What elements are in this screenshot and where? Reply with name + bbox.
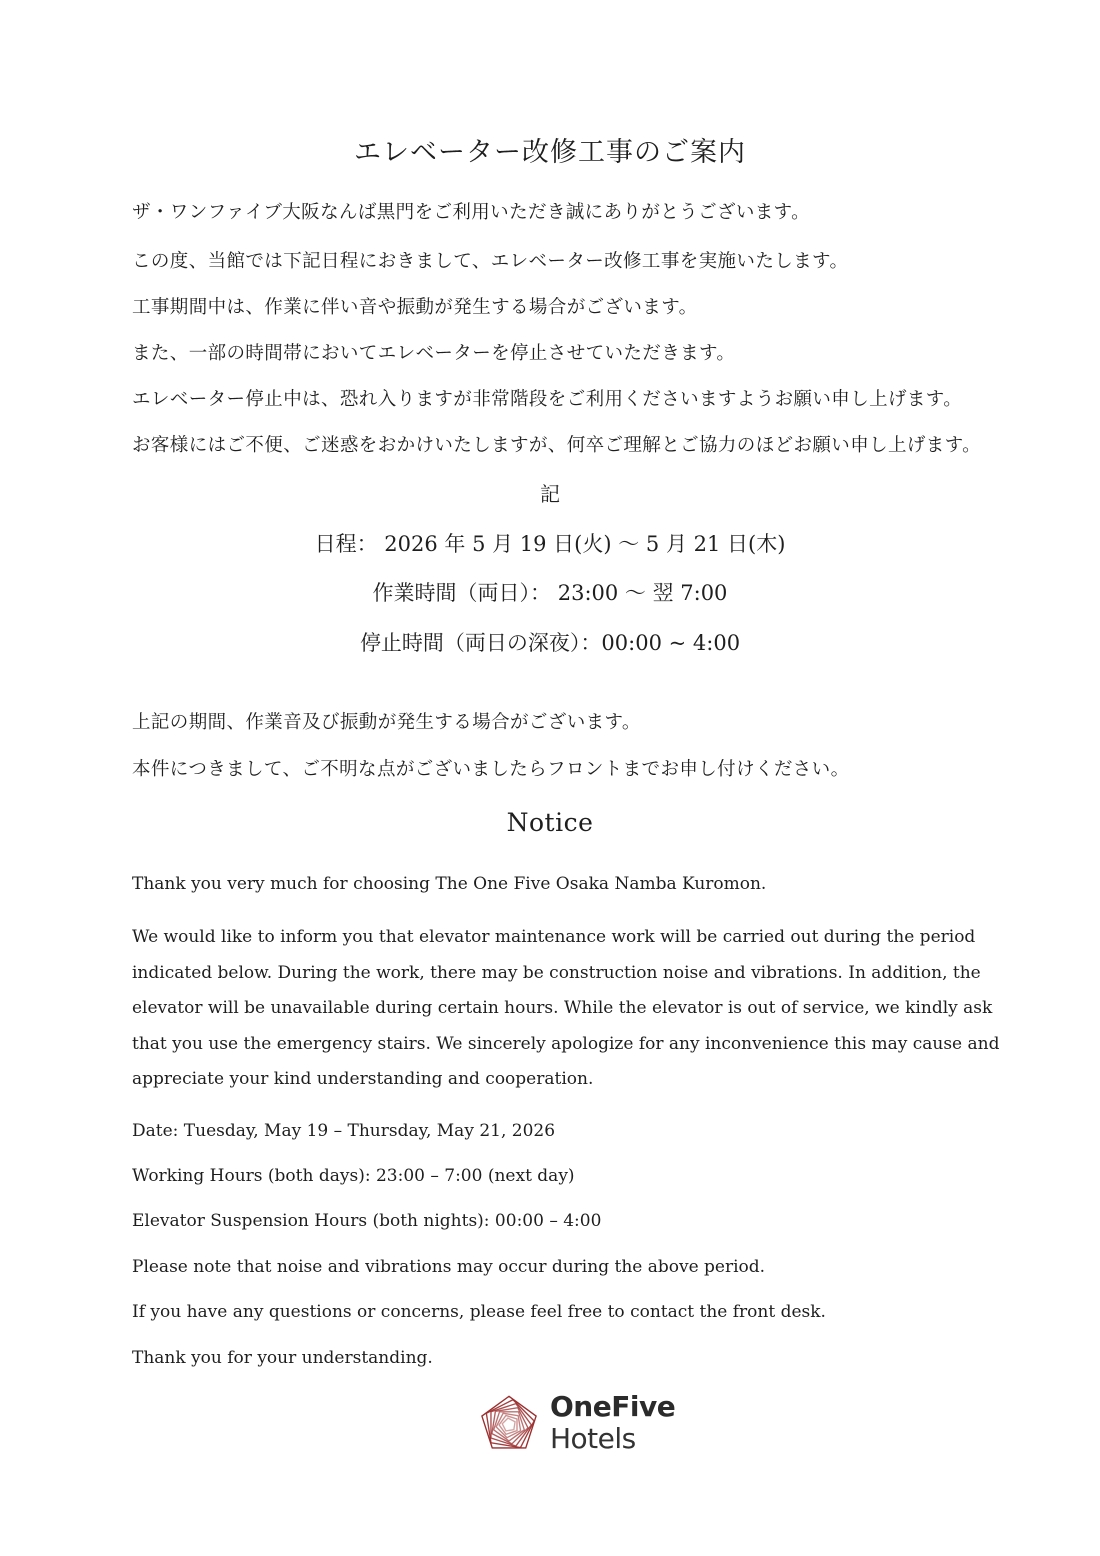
pentagon-logo-icon xyxy=(478,1392,540,1454)
en-note: Please note that noise and vibrations may occur during the above period. xyxy=(132,1257,766,1277)
jp-paragraph: ザ・ワンファイブ大阪なんば黒門をご利用いただき誠にありがとうございます。 xyxy=(132,202,810,223)
logo-wordmark-hotels: Hotels xyxy=(550,1422,636,1455)
jp-paragraph: お客様にはご不便、ご迷惑をおかけいたしますが、何卒ご理解とご協力のほどお願い申し上げます。 xyxy=(132,435,982,456)
en-date: Date: Tuesday, May 19 – Thursday, May 21, 2026 xyxy=(132,1121,556,1141)
jp-schedule-date: 日程： 2026 年 5 月 19 日(火) 〜 5 月 21 日(木) xyxy=(314,532,786,556)
jp-closing: 上記の期間、作業音及び振動が発生する場合がございます。 xyxy=(132,712,641,733)
jp-schedule-stop-hours: 停止時間（両日の深夜）：00:00 ~ 4:00 xyxy=(359,631,741,655)
jp-paragraph: 工事期間中は、作業に伴い音や振動が発生する場合がございます。 xyxy=(132,297,698,318)
en-closing: Thank you for your understanding. xyxy=(132,1348,433,1368)
ki-heading: 記 xyxy=(540,482,560,506)
en-body-paragraph: We would like to inform you that elevator maintenance work will be carried out during the period indicated below. During the work, there may be construction noise and vibrations. In addition, the elevator will be unavailable during certain hours. While the elevator is out of service, we kindly ask that you use the emergency stairs. We sincerely apologize for any inconvenience this may cause and appreciate your kind understanding and cooperation. xyxy=(132,927,1000,1089)
en-suspension-hours: Elevator Suspension Hours (both nights): 00:00 – 4:00 xyxy=(132,1211,602,1231)
jp-paragraph: この度、当館では下記日程におきまして、エレベーター改修工事を実施いたします。 xyxy=(132,251,849,272)
jp-paragraph: エレベーター停止中は、恐れ入りますが非常階段をご利用くださいますようお願い申し上げます。 xyxy=(132,389,963,410)
en-title: Notice xyxy=(506,808,594,837)
en-working-hours: Working Hours (both days): 23:00 – 7:00 (next day) xyxy=(132,1166,575,1186)
en-contact: If you have any questions or concerns, please feel free to contact the front desk. xyxy=(132,1302,826,1322)
en-thanks: Thank you very much for choosing The One Five Osaka Namba Kuromon. xyxy=(132,874,767,894)
jp-schedule-working-hours: 作業時間（両日）： 23:00 〜 翌 7:00 xyxy=(372,581,728,605)
jp-closing: 本件につきまして、ご不明な点がございましたらフロントまでお申し付けください。 xyxy=(132,759,850,780)
onefive-hotels-logo xyxy=(478,1390,678,1456)
jp-title: エレベーター改修工事のご案内 xyxy=(354,137,746,168)
jp-paragraph: また、一部の時間帯においてエレベーターを停止させていただきます。 xyxy=(132,343,736,364)
logo-wordmark-onefive: OneFive xyxy=(550,1390,676,1423)
